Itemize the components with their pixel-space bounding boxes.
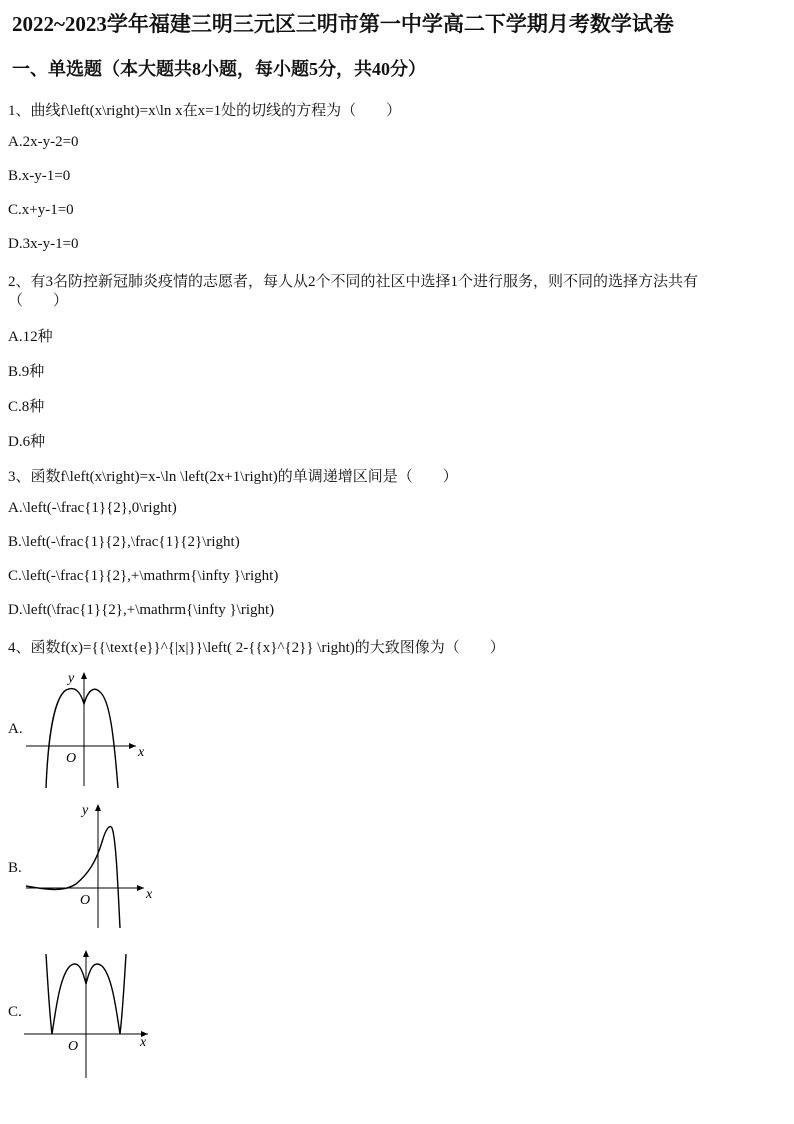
question-2-option-a[interactable]: A.12种	[8, 329, 53, 345]
question-3-option-d[interactable]: D.\left(\frac{1}{2},+\mathrm{\infty }\right)	[8, 602, 275, 618]
origin-label: O	[80, 893, 91, 908]
question-3-stem: 3、函数f\left(x\right)=x-\ln \left(2x+1\right)的单调递增区间是（ ）	[8, 469, 458, 485]
x-axis-label: x	[146, 887, 153, 902]
y-axis-arrow	[95, 804, 101, 811]
question-3-option-a[interactable]: A.\left(-\frac{1}{2},0\right)	[8, 500, 177, 516]
figure-b-label: B.	[8, 860, 22, 876]
curve-a	[46, 689, 118, 788]
figure-c-graph	[8, 948, 168, 1084]
y-axis-label: y	[82, 803, 89, 818]
x-axis-label: x	[140, 1035, 147, 1050]
section-title: 一、单选题（本大题共8小题，每小题5分，共40分）	[12, 59, 426, 79]
question-4-option-b[interactable]	[8, 798, 168, 934]
figure-a-graph	[8, 668, 168, 792]
origin-label: O	[66, 751, 77, 766]
y-axis-arrow	[83, 950, 89, 957]
x-axis-label: x	[138, 745, 145, 760]
question-3-option-b[interactable]: B.\left(-\frac{1}{2},\frac{1}{2}\right)	[8, 534, 240, 550]
x-axis-arrow	[137, 885, 144, 891]
question-3-option-c[interactable]: C.\left(-\frac{1}{2},+\mathrm{\infty }\right)	[8, 568, 279, 584]
question-1-option-b[interactable]: B.x-y-1=0	[8, 168, 71, 184]
figure-c-label: C.	[8, 1004, 22, 1020]
exam-title: 2022~2023学年福建三明三元区三明市第一中学高二下学期月考数学试卷	[12, 12, 674, 36]
question-4-stem: 4、函数f(x)={{\text{e}}^{|x|}}\left( 2-{{x}^{2}} \right)的大致图像为（ ）	[8, 640, 505, 656]
figure-b-graph	[8, 798, 168, 934]
question-4-option-c[interactable]	[8, 948, 168, 1084]
origin-label: O	[68, 1039, 79, 1054]
question-1-option-d[interactable]: D.3x-y-1=0	[8, 236, 79, 252]
question-1-option-c[interactable]: C.x+y-1=0	[8, 202, 74, 218]
y-axis-arrow	[81, 672, 87, 679]
figure-a-label: A.	[8, 721, 23, 737]
question-2-option-d[interactable]: D.6种	[8, 434, 46, 450]
y-axis-label: y	[68, 671, 75, 686]
question-4-option-a[interactable]	[8, 668, 168, 792]
question-1-stem: 1、曲线f\left(x\right)=x\ln x在x=1处的切线的方程为（ ）	[8, 103, 402, 119]
question-2-stem-cont: （ ）	[8, 293, 69, 309]
question-2-option-c[interactable]: C.8种	[8, 399, 45, 415]
x-axis-arrow	[129, 743, 136, 749]
question-2-stem: 2、有3名防控新冠肺炎疫情的志愿者，每人从2个不同的社区中选择1个进行服务，则不同的选择方法共有	[8, 274, 699, 290]
question-2-option-b[interactable]: B.9种	[8, 364, 45, 380]
curve-b	[26, 827, 120, 928]
question-1-option-a[interactable]: A.2x-y-2=0	[8, 134, 79, 150]
